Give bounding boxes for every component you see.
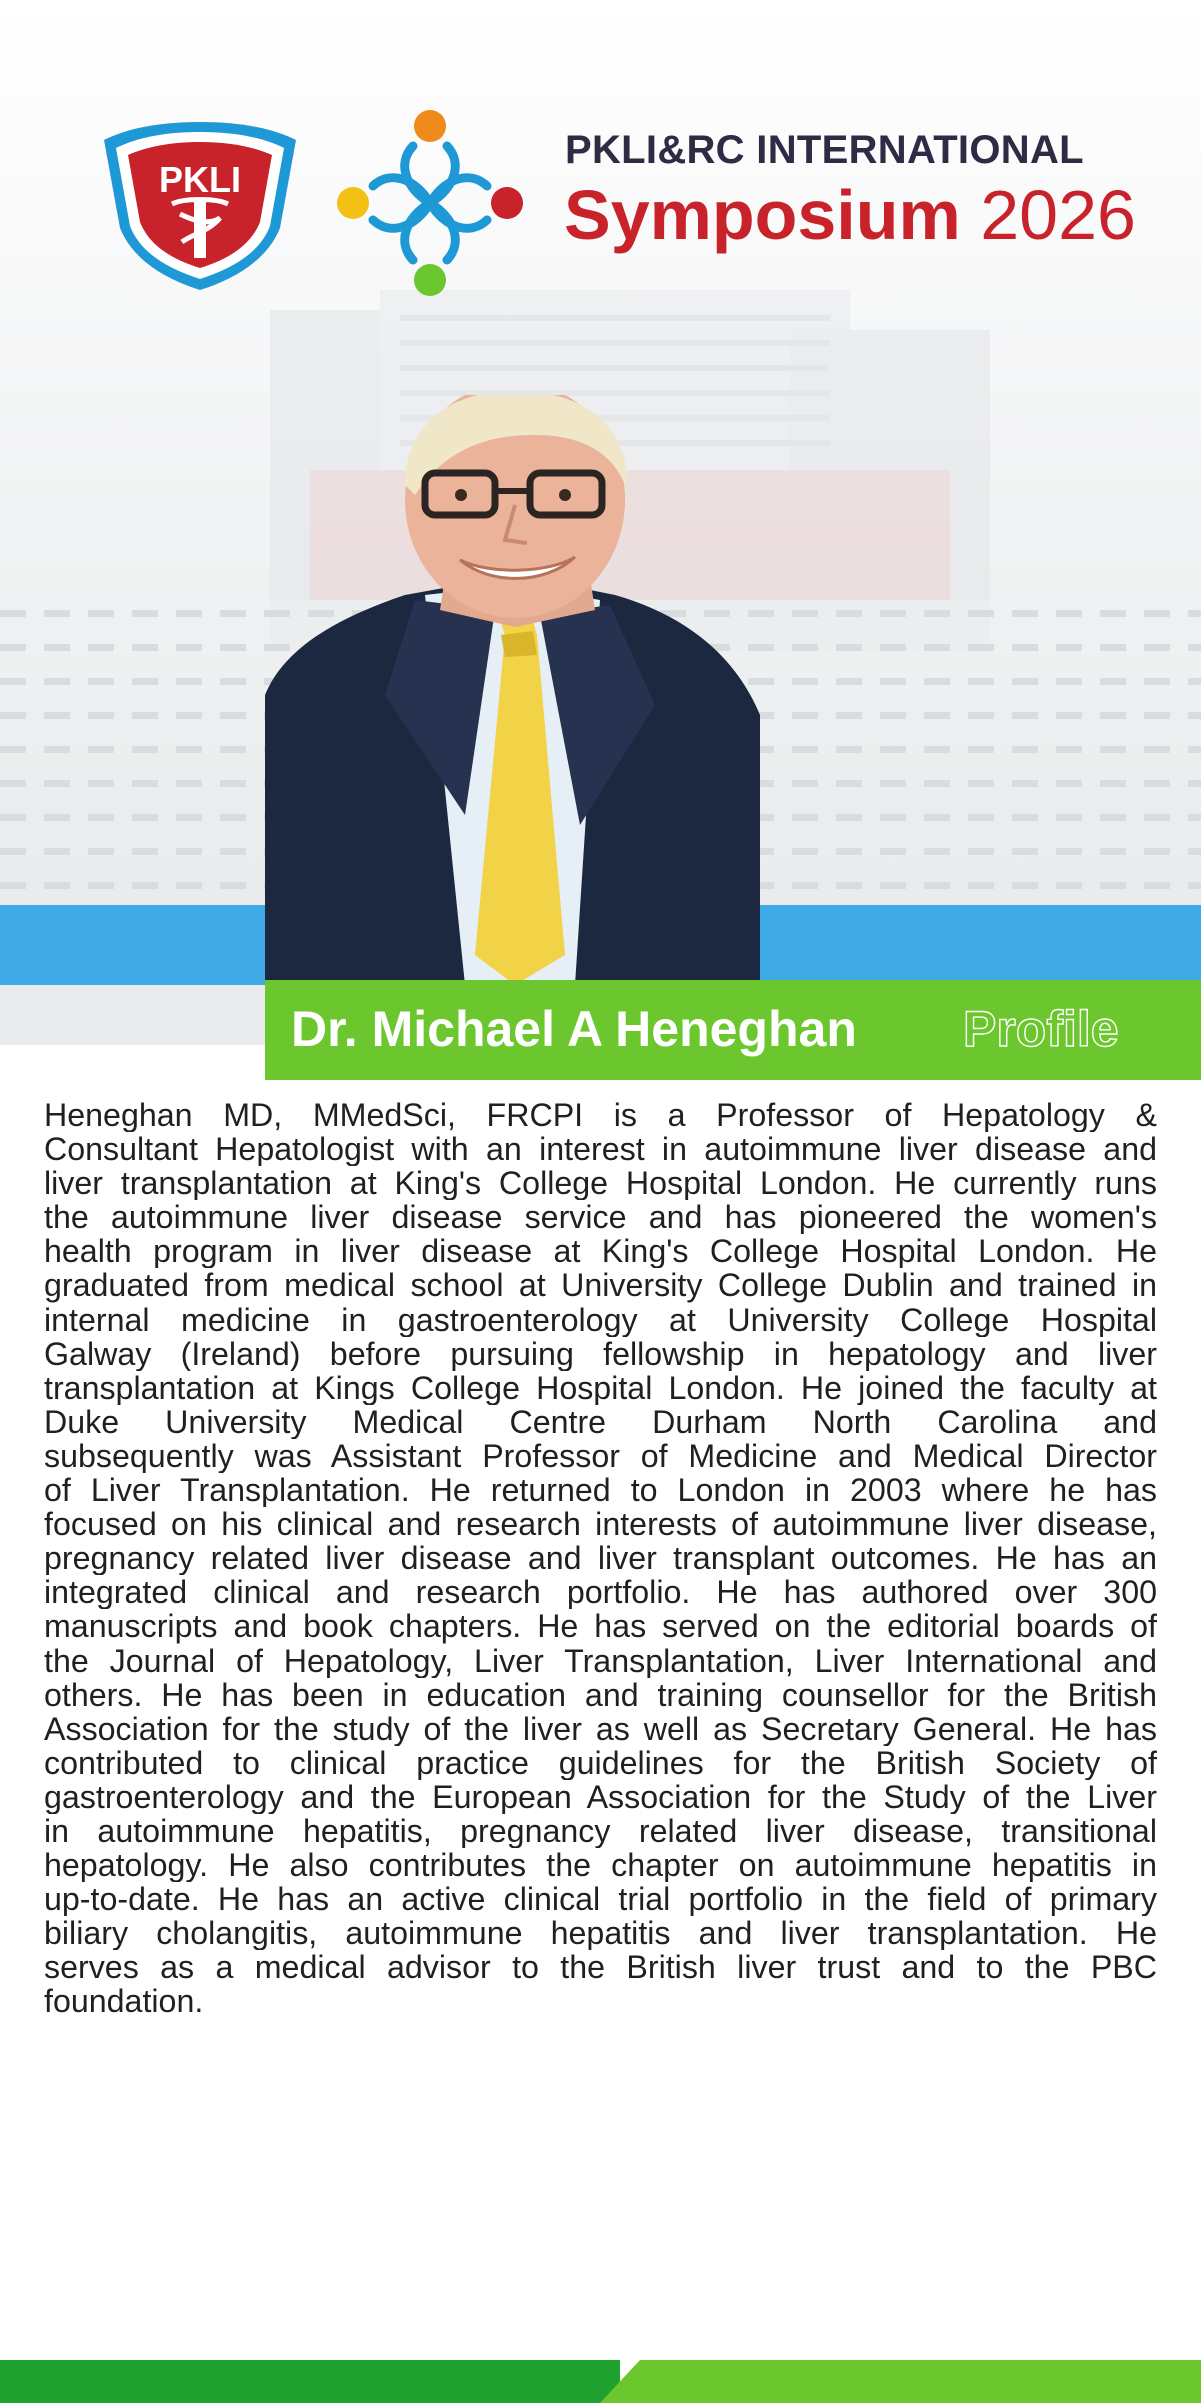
pkli-logo [100, 118, 300, 293]
symposium-logo-icon [335, 108, 525, 298]
bio-line: Galway (Ireland) before pursuing fellowship in hepatology and liver [44, 1336, 1157, 1371]
event-year: 2026 [980, 176, 1136, 254]
bio-line: transplantation at Kings College Hospital London. He joined the faculty at [44, 1370, 1157, 1405]
bio-line: pregnancy related liver disease and liver transplant outcomes. He has an [44, 1541, 1157, 1576]
bio-line: graduated from medical school at University College Dublin and trained in [44, 1268, 1157, 1303]
bio-line: others. He has been in education and training counsellor for the British [44, 1677, 1157, 1712]
bio-line: Heneghan MD, MMedSci, FRCPI is a Professor of Hepatology & [44, 1098, 1157, 1133]
bio-line: hepatology. He also contributes the chapter on autoimmune hepatitis in [44, 1848, 1157, 1883]
bio-line: Consultant Hepatologist with an interest in autoimmune liver disease and [44, 1132, 1157, 1167]
bio-line: serves as a medical advisor to the British liver trust and to the PBC [44, 1950, 1157, 1985]
bio-line: liver transplantation at King's College Hospital London. He currently runs [44, 1166, 1157, 1201]
bio-line: Duke University Medical Centre Durham North Carolina and [44, 1404, 1157, 1439]
bio-line: the autoimmune liver disease service and has pioneered the women's [44, 1200, 1157, 1235]
footer-bar-light [600, 2360, 1201, 2403]
bio-line: gastroenterology and the European Association for the Study of the Liver [44, 1779, 1157, 1814]
pkli-logo-text: PKLI [158, 159, 242, 200]
bio-line: of Liver Transplantation. He returned to London in 2003 where he has [44, 1473, 1157, 1508]
bio-line: focused on his clinical and research interests of autoimmune liver disease, [44, 1507, 1157, 1542]
speaker-name: Dr. Michael A Heneghan [291, 1001, 857, 1057]
footer-bar-dark [0, 2360, 620, 2403]
event-title-line1: PKLI&RC INTERNATIONAL [565, 128, 1084, 172]
bio-line: contributed to clinical practice guidelines for the British Society of [44, 1745, 1157, 1780]
event-title-line2 [564, 176, 1136, 254]
profile-label: Profile [963, 1001, 1119, 1057]
speaker-portrait [265, 395, 760, 985]
bio-line: integrated clinical and research portfolio. He has authored over 300 [44, 1575, 1157, 1610]
bio-line: foundation. [44, 1984, 204, 2019]
bio-line: biliary cholangitis, autoimmune hepatitis and liver transplantation. He [44, 1916, 1157, 1951]
speaker-name-bar [265, 980, 1201, 1080]
event-title-word: Symposium [564, 176, 961, 254]
bio-line: up-to-date. He has an active clinical trial portfolio in the field of primary [44, 1882, 1157, 1917]
bio-line: the Journal of Hepatology, Liver Transplantation, Liver International and [44, 1643, 1157, 1678]
bio-line: manuscripts and book chapters. He has served on the editorial boards of [44, 1609, 1157, 1644]
bio-line: subsequently was Assistant Professor of Medicine and Medical Director [44, 1438, 1157, 1474]
bio-line: in autoimmune hepatitis, pregnancy related liver disease, transitional [44, 1813, 1157, 1849]
bio-line: internal medicine in gastroenterology at University College Hospital [44, 1302, 1157, 1337]
bio-line: health program in liver disease at King's College Hospital London. He [44, 1234, 1157, 1269]
bio-line: Association for the study of the liver as well as Secretary General. He has [44, 1711, 1157, 1746]
speaker-biography [44, 1098, 1157, 2019]
